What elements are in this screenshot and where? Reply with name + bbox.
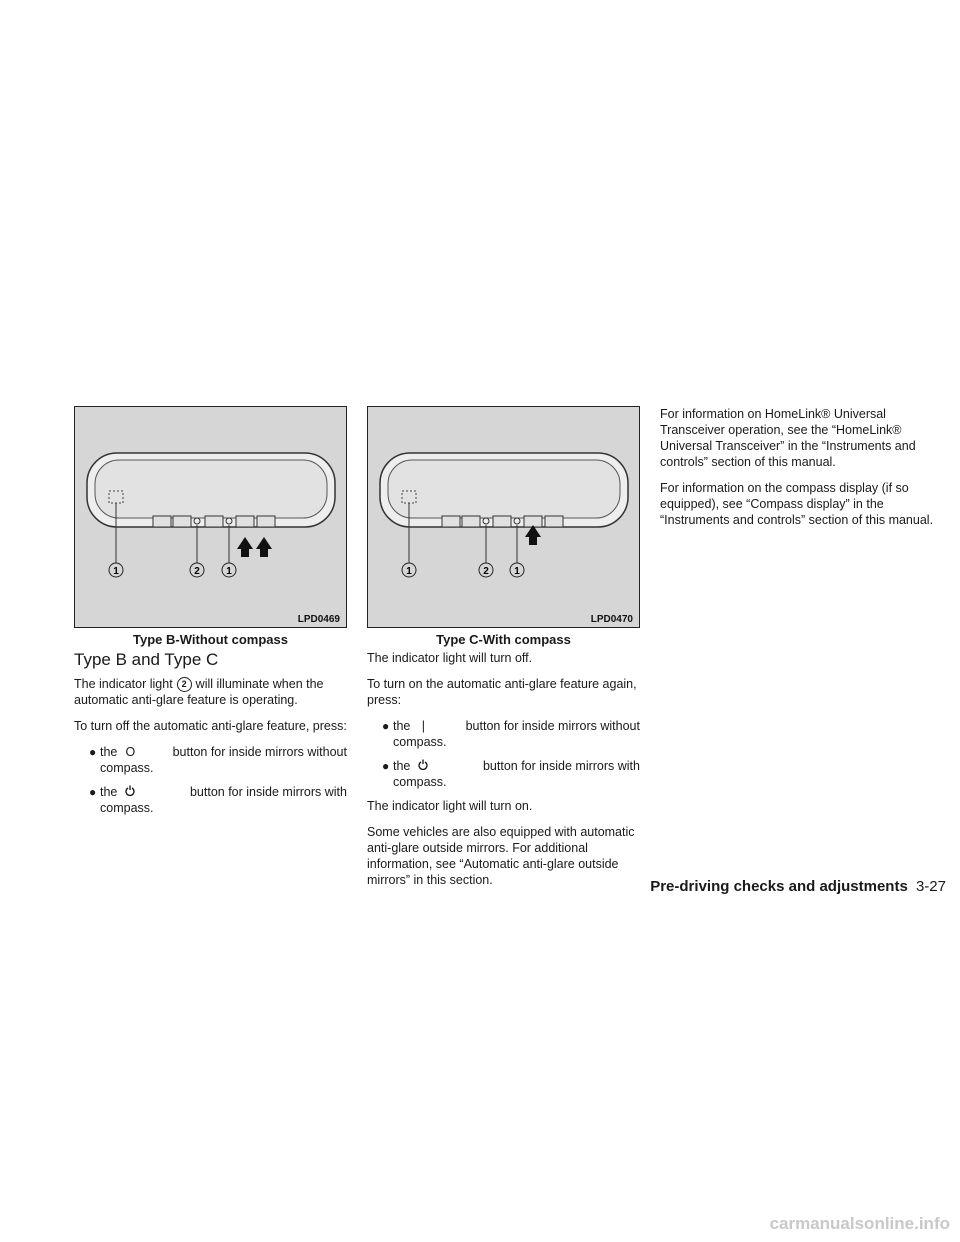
mirror-illustration (75, 407, 346, 627)
paragraph: For information on the compass display (if so equipped), see “Compass display” in the “Instruments and controls” section of this manual. (660, 481, 934, 527)
paragraph: For information on HomeLink® Universal Transceiver operation, see the “HomeLink® Universal Transceiver” in the “Instruments and controls” section of this manual. (660, 407, 916, 469)
power-icon (117, 784, 143, 800)
bullet-item (74, 744, 347, 776)
bullet-icon: ● (382, 759, 390, 773)
paragraph: The indicator light will turn off. (367, 651, 533, 665)
paragraph: To turn off the automatic anti-glare feature, press: (74, 719, 347, 733)
callout-1: 1 (406, 566, 412, 577)
figure-type-b (74, 406, 347, 628)
column-2 (367, 650, 640, 898)
bullet-icon: ● (89, 785, 97, 799)
callout-2: 2 (194, 566, 200, 577)
text: the (393, 719, 411, 733)
text: will illuminate when the automatic anti-glare feature is operating. (74, 677, 324, 707)
callout-1b: 1 (514, 566, 520, 577)
section-heading: Type B and Type C (74, 650, 219, 669)
indicator-number-icon: 2 (177, 677, 192, 692)
paragraph: The indicator light will turn on. (367, 799, 533, 813)
text: the (100, 745, 118, 759)
text: button for inside mirrors with (189, 785, 347, 799)
text: compass. (100, 801, 154, 815)
column-1 (74, 676, 347, 824)
column-3 (660, 406, 935, 538)
text: button for inside mirrors without (465, 719, 640, 733)
bullet-item (367, 758, 640, 790)
text: compass. (393, 775, 447, 789)
power-icon (410, 758, 436, 774)
text: the (100, 785, 118, 799)
text: compass. (393, 735, 447, 749)
section-title: Pre-driving checks and adjustments (650, 878, 908, 895)
page-footer (630, 878, 946, 895)
text: the (393, 759, 411, 773)
on-button-symbol: | (421, 719, 426, 733)
bullet-icon: ● (382, 719, 390, 733)
figure-id: LPD0469 (297, 614, 340, 625)
off-button-symbol: O (125, 745, 136, 759)
figure-caption: Type C-With compass (436, 632, 571, 647)
paragraph (74, 676, 347, 708)
figure-caption: Type B-Without compass (133, 632, 288, 647)
bullet-item (74, 784, 347, 816)
page-number: 3-27 (915, 878, 946, 895)
mirror-illustration (368, 407, 639, 627)
callout-1b: 1 (226, 566, 232, 577)
text: button for inside mirrors with (482, 759, 640, 773)
figure-type-c (367, 406, 640, 628)
text: button for inside mirrors without (172, 745, 347, 759)
bullet-item (367, 718, 640, 750)
figure-id: LPD0470 (590, 614, 633, 625)
callout-1: 1 (113, 566, 119, 577)
text: The indicator light (74, 677, 173, 691)
callout-2: 2 (483, 566, 489, 577)
text: compass. (100, 761, 154, 775)
bullet-icon: ● (89, 745, 97, 759)
watermark-text: carmanualsonline.info (769, 1214, 950, 1233)
paragraph: Some vehicles are also equipped with automatic anti-glare outside mirrors. For additional information, see “Automatic anti-glare outside mirrors” in this section. (367, 825, 635, 887)
paragraph: To turn on the automatic anti-glare feature again, press: (367, 677, 637, 707)
